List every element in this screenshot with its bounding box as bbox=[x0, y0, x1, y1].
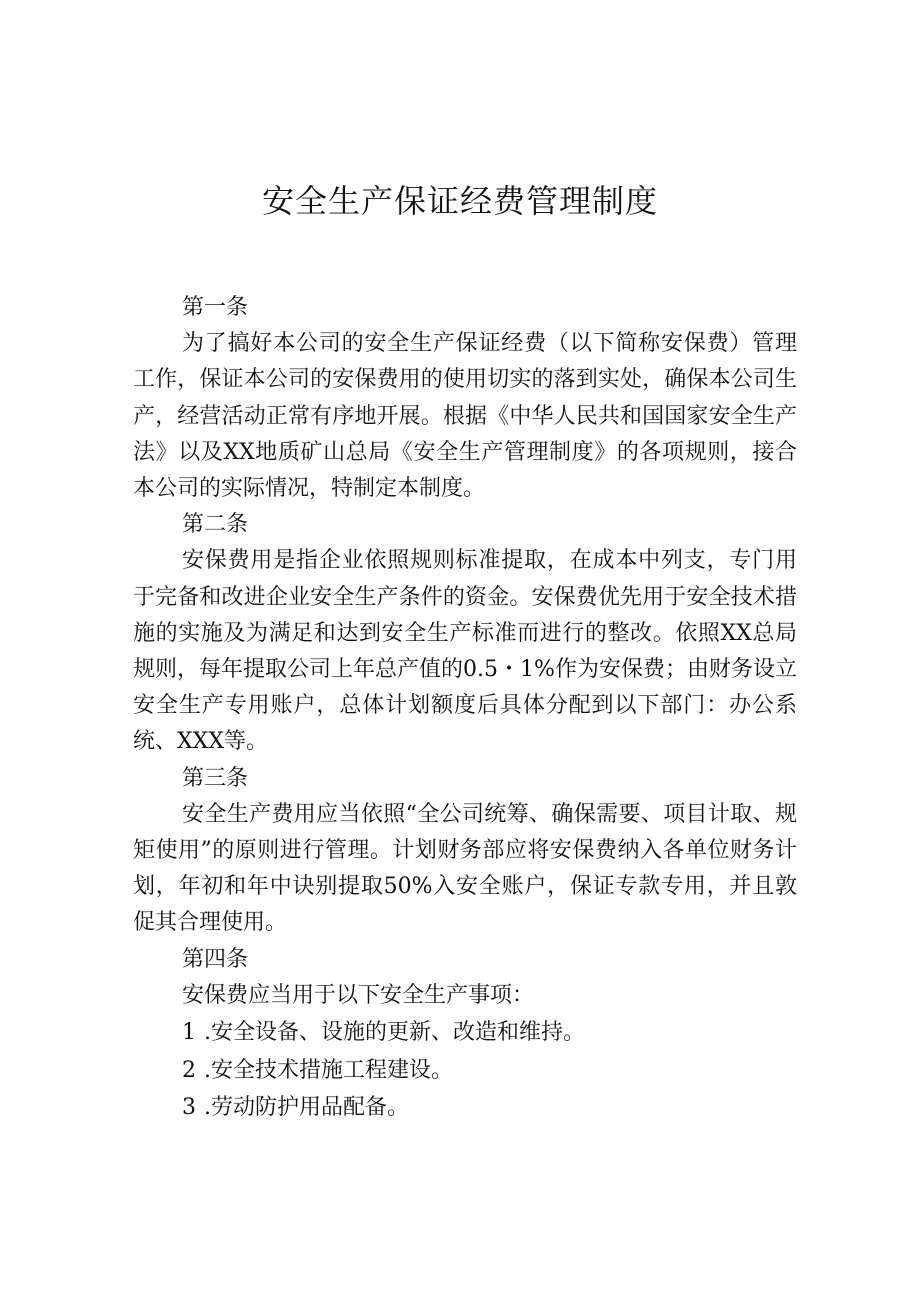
list-item bbox=[133, 1014, 797, 1052]
list-item-number: 2 bbox=[182, 1057, 196, 1083]
article-1-text: 为了搞好本公司的安全生产保证经费（以下简称安保费）管理工作，保证本公司的安保费用的使用切实的落到实处，确保本公司生产，经营活动正常有序地开展。根据《中华人民共和国国家安全生产法》以及XX地质矿山总局《安全生产管理制度》的各项规则，接合本公司的实际情况，特制定本制度。 bbox=[133, 331, 797, 502]
document-title: 安全生产保证经费管理制度 bbox=[261, 182, 658, 220]
article-2-text: 安保费用是指企业依照规则标准提取，在成本中列支，专门用于完备和改进企业安全生产条件的资金。安保费优先用于安全技术措施的实施及为满足和达到安全生产标准而进行的整改。依照XX总局规则，每年提取公司上年总产值的0.5・1%作为安保费；由财务设立安全生产专用账户，总体计划额度后具体分配到以下部门：办公系统、XXX等。 bbox=[133, 548, 797, 755]
list-item-number: 1 bbox=[182, 1020, 196, 1046]
list-item bbox=[133, 1089, 797, 1127]
list-item-text: .劳动防护用品配备。 bbox=[204, 1095, 409, 1121]
article-4-text: 安保费应当用于以下安全生产事项： bbox=[182, 982, 535, 1008]
article-4-heading: 第四条 bbox=[182, 946, 249, 972]
article-2-heading: 第二条 bbox=[182, 512, 249, 538]
list-item-number: 3 bbox=[182, 1095, 196, 1121]
list-item-text: .安全技术措施工程建设。 bbox=[204, 1057, 453, 1083]
list-item-text: .安全设备、设施的更新、改造和维持。 bbox=[204, 1020, 585, 1046]
article-3-heading: 第三条 bbox=[182, 765, 249, 791]
article-1-heading: 第一条 bbox=[182, 295, 249, 320]
document-body bbox=[133, 290, 797, 1127]
article-3-text: 安全生产费用应当依照“全公司统筹、确保需要、项目计取、规矩使用”的原则进行管理。计划财务部应将安保费纳入各单位财务计划，年初和年中诀别提取50%入安全账户，保证专款专用，并且敦促其合理使用。 bbox=[133, 801, 797, 936]
list-item bbox=[133, 1052, 797, 1090]
expense-list bbox=[133, 1014, 797, 1127]
